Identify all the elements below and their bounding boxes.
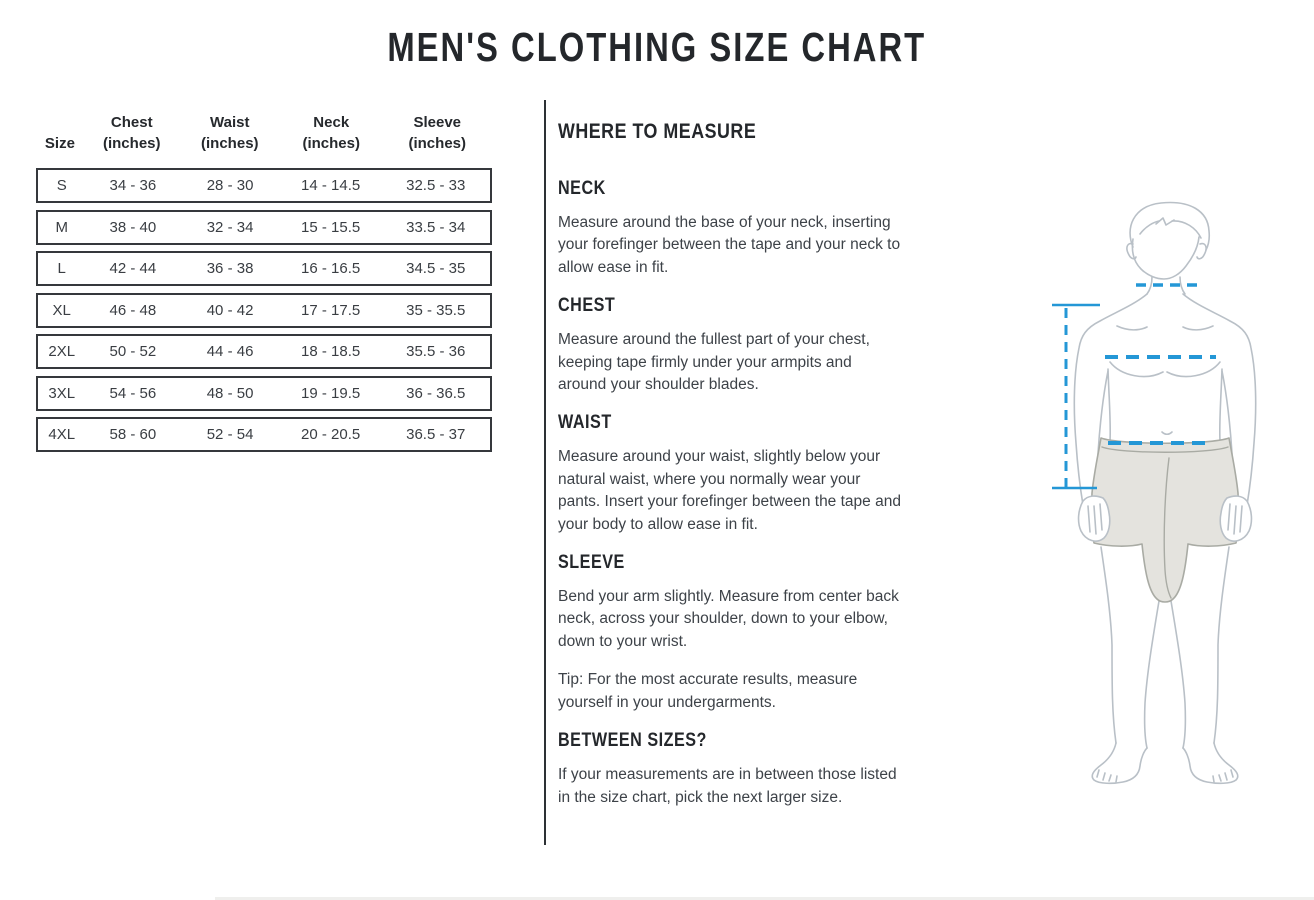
size-table (36, 112, 492, 459)
table-row-2xl: 2XL 50 - 52 44 - 46 18 - 18.5 35.5 - 36 (36, 334, 492, 369)
section-heading-sleeve: SLEEVE (558, 552, 625, 574)
male-body-measurement-diagram (1020, 195, 1310, 835)
column-header-neck: Neck (inches) (302, 114, 360, 152)
section-heading-waist: WAIST (558, 412, 612, 434)
table-row-l: L 42 - 44 36 - 38 16 - 16.5 34.5 - 35 (36, 251, 492, 286)
table-row-3xl: 3XL 54 - 56 48 - 50 19 - 19.5 36 - 36.5 (36, 376, 492, 411)
vertical-divider (544, 100, 546, 845)
table-row-s: S 34 - 36 28 - 30 14 - 14.5 32.5 - 33 (36, 168, 492, 203)
section-heading-between-sizes: BETWEEN SIZES? (558, 730, 707, 752)
column-header-sleeve: Sleeve (inches) (408, 114, 466, 152)
section-body-sleeve: Bend your arm slightly. Measure from center back neck, across your shoulder, down to your elbow, down to your wrist. (558, 588, 899, 650)
section-body-between-sizes: If your measurements are in between those listed in the size chart, pick the next larger size. (558, 766, 897, 806)
table-row-m: M 38 - 40 32 - 34 15 - 15.5 33.5 - 34 (36, 210, 492, 245)
section-body-chest: Measure around the fullest part of your chest, keeping tape firmly under your armpits and around your shoulder blades. (558, 331, 870, 394)
column-header-size: Size (44, 135, 75, 152)
table-row-xl: XL 46 - 48 40 - 42 17 - 17.5 35 - 35.5 (36, 293, 492, 328)
size-table-header-row (36, 112, 492, 154)
boxer-shorts (1092, 438, 1239, 602)
table-row-4xl: 4XL 58 - 60 52 - 54 20 - 20.5 36.5 - 37 (36, 417, 492, 452)
section-body-neck: Measure around the base of your neck, inserting your forefinger between the tape and your neck to allow ease in fit. (558, 214, 901, 276)
measuring-tip: Tip: For the most accurate results, measure yourself in your undergarments. (558, 671, 858, 711)
section-heading-neck: NECK (558, 178, 606, 199)
male-figure-illustration (1020, 195, 1310, 835)
guide-title: WHERE TO MEASURE (558, 120, 757, 143)
measuring-guide (558, 120, 904, 809)
column-header-waist: Waist (inches) (201, 114, 259, 152)
section-body-waist: Measure around your waist, slightly below your natural waist, where you normally wear your pants. Insert your forefinger between the tape and your body to allow ease in fit. (558, 448, 901, 533)
column-header-chest: Chest (inches) (102, 114, 161, 152)
section-heading-chest: CHEST (558, 295, 616, 317)
page-title (0, 24, 1314, 71)
page-title-text: MEN'S CLOTHING SIZE CHART (387, 24, 927, 70)
